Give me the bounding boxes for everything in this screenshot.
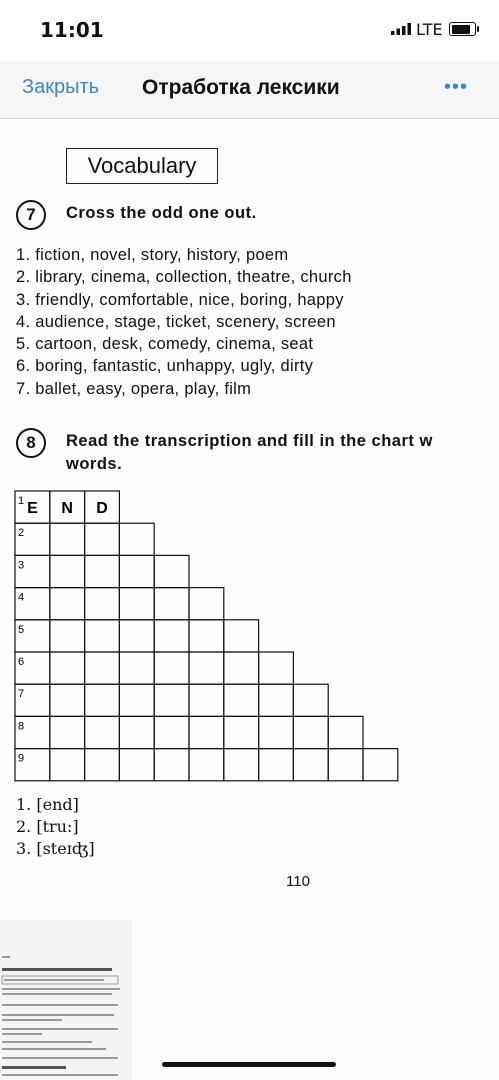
- grid-cell: [85, 620, 120, 652]
- grid-letter: E: [27, 500, 38, 518]
- grid-cell: [50, 749, 85, 781]
- grid-cell: [85, 749, 120, 781]
- network-label: LTE: [416, 20, 443, 39]
- list-item: 2. library, cinema, collection, theatre, church: [16, 268, 352, 287]
- grid-cell: [259, 684, 294, 716]
- transcription-item: 3. [steɪʤ]: [16, 839, 95, 858]
- exercise-7-instruction: Cross the odd one out.: [66, 204, 257, 222]
- grid-cell: [154, 555, 189, 587]
- list-item: 5. cartoon, desk, comedy, cinema, seat: [16, 335, 314, 354]
- grid-cell: [119, 523, 154, 555]
- grid-cell: [119, 684, 154, 716]
- nav-bar: [0, 62, 499, 119]
- section-label: Vocabulary: [66, 148, 218, 184]
- grid-cell: [224, 749, 259, 781]
- crossword-grid: [0, 119, 499, 799]
- grid-cell: [154, 652, 189, 684]
- transcription-item: 2. [tru:]: [16, 817, 79, 836]
- grid-cell: [189, 588, 224, 620]
- grid-row-number: 2: [18, 527, 25, 540]
- grid-cell: [154, 620, 189, 652]
- page-number: 110: [286, 873, 310, 890]
- grid-cell: [293, 749, 328, 781]
- grid-cell: [85, 684, 120, 716]
- grid-cell: [189, 684, 224, 716]
- list-item: 7. ballet, easy, opera, play, film: [16, 379, 252, 398]
- grid-cell: [259, 749, 294, 781]
- grid-cell: [119, 555, 154, 587]
- grid-cell: [119, 749, 154, 781]
- grid-cell: [85, 652, 120, 684]
- grid-cell: [154, 749, 189, 781]
- grid-cell: [50, 620, 85, 652]
- next-page-thumbnail[interactable]: [0, 920, 132, 1080]
- status-bar: [0, 0, 499, 62]
- grid-cell: [224, 684, 259, 716]
- grid-cell: [154, 588, 189, 620]
- grid-cell: [50, 716, 85, 748]
- home-indicator[interactable]: [162, 1062, 336, 1067]
- grid-cell: [259, 716, 294, 748]
- ellipsis-icon[interactable]: •••: [444, 76, 469, 98]
- grid-row-number: 3: [18, 559, 25, 572]
- grid-letter: D: [96, 500, 108, 518]
- grid-cell: [154, 716, 189, 748]
- grid-cell: [328, 716, 363, 748]
- close-button[interactable]: Закрыть: [22, 76, 100, 98]
- list-item: 4. audience, stage, ticket, scenery, screen: [16, 312, 336, 331]
- grid-cell: [50, 684, 85, 716]
- list-item: 6. boring, fantastic, unhappy, ugly, dirty: [16, 357, 314, 376]
- grid-row-number: 8: [18, 720, 25, 733]
- grid-cell: [119, 716, 154, 748]
- list-item: 3. friendly, comfortable, nice, boring, happy: [16, 290, 344, 309]
- grid-cell: [119, 588, 154, 620]
- grid-cell: [363, 749, 398, 781]
- grid-cell: [189, 652, 224, 684]
- exercise-8-number: 8: [16, 428, 46, 458]
- grid-row-number: 1: [18, 495, 25, 507]
- grid-row-number: 7: [18, 688, 25, 701]
- battery-icon: [449, 22, 476, 36]
- grid-cell: [189, 620, 224, 652]
- grid-cell: [224, 716, 259, 748]
- list-item: 1. fiction, novel, story, history, poem: [16, 246, 289, 264]
- grid-cell: [224, 652, 259, 684]
- exercise-8-instruction: Read the transcription and fill in the chart w: [66, 432, 433, 450]
- grid-row-number: 9: [18, 752, 25, 765]
- grid-row-number: 6: [18, 656, 25, 668]
- transcription-list: [16, 794, 95, 860]
- transcription-item: 1. [end]: [16, 795, 79, 814]
- exercise-8-instruction-cont: words.: [66, 455, 123, 473]
- grid-cell: [154, 684, 189, 716]
- grid-cell: [189, 749, 224, 781]
- grid-cell: [328, 749, 363, 781]
- grid-cell: [85, 588, 120, 620]
- grid-cell: [293, 684, 328, 716]
- grid-cell: [119, 620, 154, 652]
- grid-cell: [85, 716, 120, 748]
- grid-cell: [50, 588, 85, 620]
- page-title: Отработка лексики: [142, 76, 340, 99]
- exercise-7-number: 7: [16, 200, 46, 230]
- grid-cell: [189, 716, 224, 748]
- grid-cell: [119, 652, 154, 684]
- grid-row-number: 4: [18, 591, 25, 604]
- grid-letter: N: [61, 500, 73, 518]
- grid-cell: [293, 716, 328, 748]
- grid-cell: [224, 620, 259, 652]
- grid-cell: [50, 523, 85, 555]
- signal-icon: [391, 23, 413, 35]
- status-time: 11:01: [40, 18, 104, 42]
- grid-cell: [85, 523, 120, 555]
- grid-cell: [259, 652, 294, 684]
- grid-cell: [85, 555, 120, 587]
- grid-cell: [50, 652, 85, 684]
- grid-cell: [50, 555, 85, 587]
- grid-row-number: 5: [18, 623, 25, 636]
